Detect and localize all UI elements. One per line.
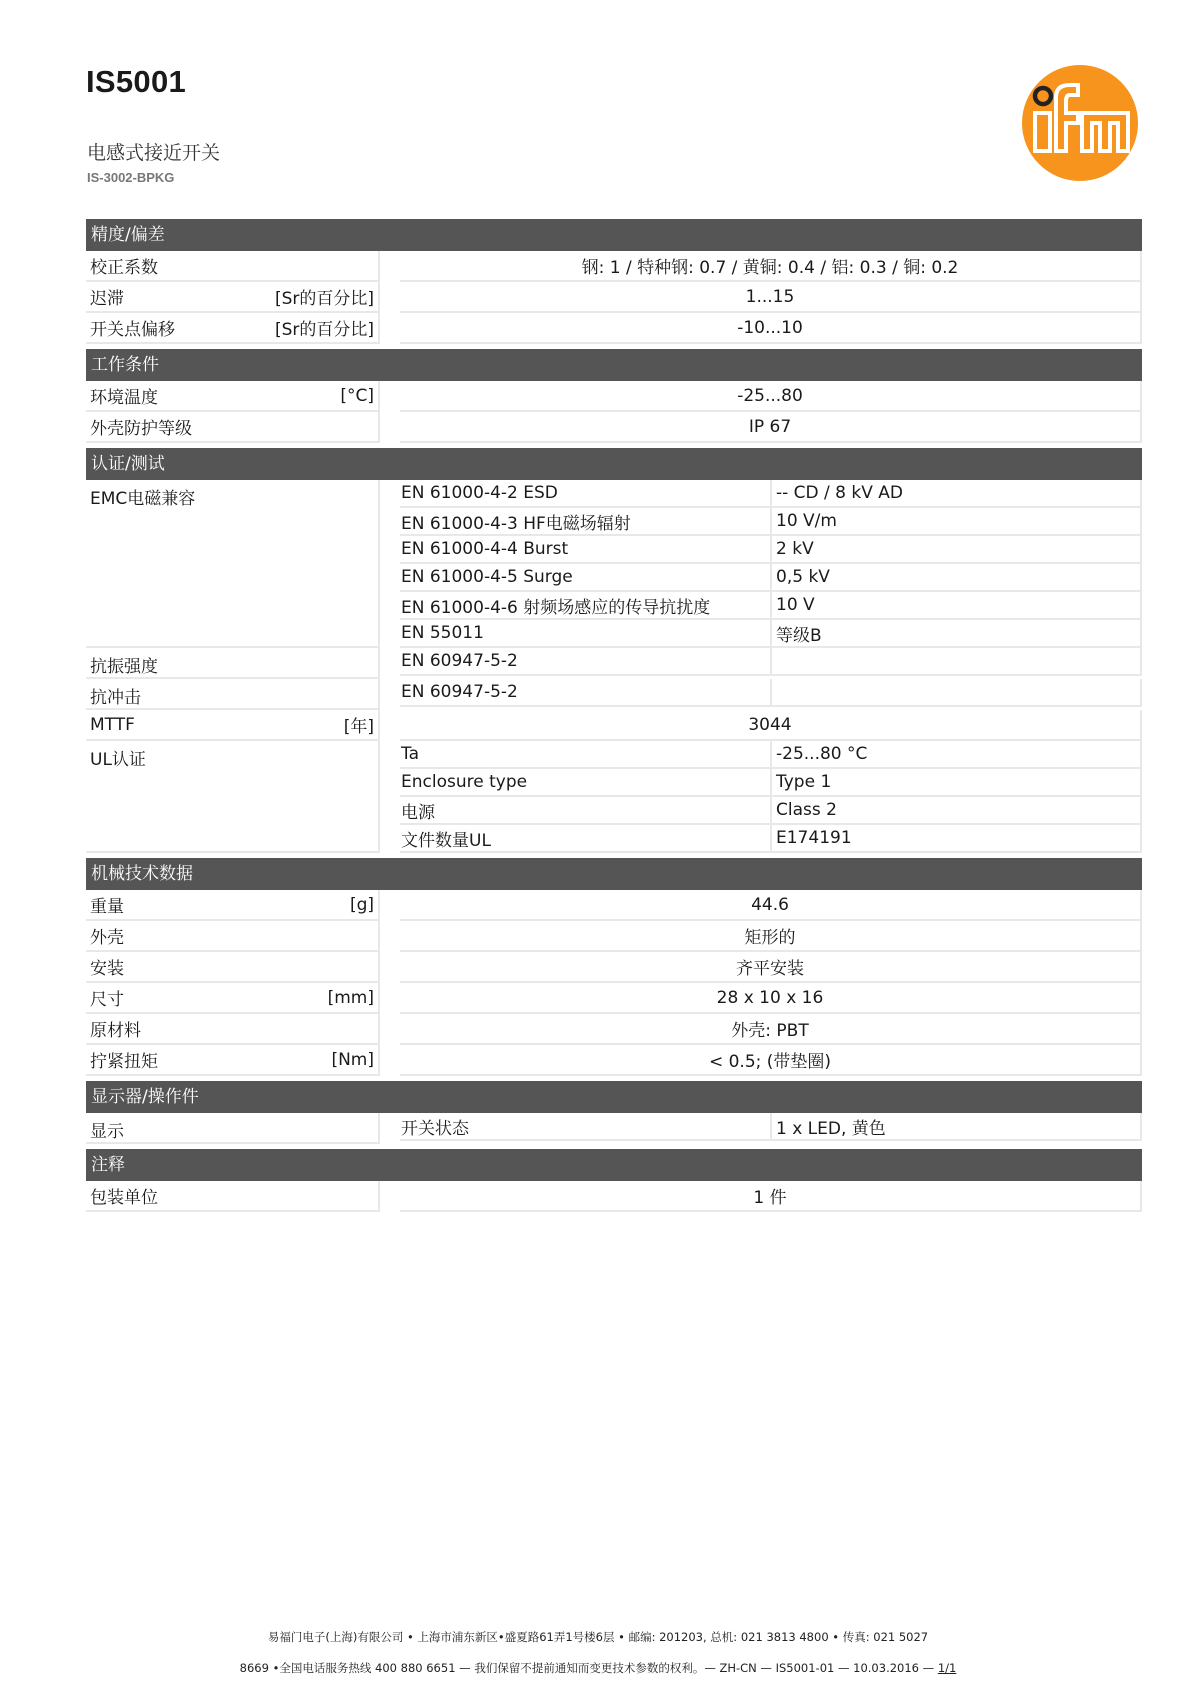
test: EN 55011 xyxy=(400,620,772,648)
section-approvals-tests: 认证/测试 xyxy=(86,448,1142,480)
result: 10 V xyxy=(772,592,1142,620)
row-mttf xyxy=(86,710,1142,741)
ul-row xyxy=(400,797,1142,825)
row-protection-rating xyxy=(86,412,1142,443)
page-number: 1/1 xyxy=(937,1661,957,1675)
section-displays-operating-elements: 显示器/操作件 xyxy=(86,1081,1142,1113)
result: 2 kV xyxy=(772,536,1142,564)
label: 安装 xyxy=(90,959,124,979)
result: 等级B xyxy=(772,620,1142,648)
unit: [Nm] xyxy=(331,1049,374,1070)
value: 齐平安装 xyxy=(400,952,1142,983)
ul-row xyxy=(400,741,1142,769)
test: EN 60947-5-2 xyxy=(400,679,772,707)
row-switch-point-drift xyxy=(86,313,1142,344)
value: 1...15 xyxy=(400,282,1142,313)
result: 10 V/m xyxy=(772,508,1142,536)
ul-row xyxy=(400,769,1142,797)
label: 尺寸 xyxy=(90,990,124,1010)
value: < 0.5; (带垫圈) xyxy=(400,1045,1142,1076)
ifm-logo xyxy=(1020,63,1140,183)
emc-row xyxy=(400,592,1142,620)
section-accuracy: 精度/偏差 xyxy=(86,219,1142,251)
row-housing xyxy=(86,921,1142,952)
emc-row xyxy=(400,564,1142,592)
label: 原材料 xyxy=(90,1021,141,1041)
row-weight xyxy=(86,890,1142,921)
value: 3044 xyxy=(400,710,1142,741)
section-notes: 注释 xyxy=(86,1149,1142,1181)
row-hysteresis xyxy=(86,282,1142,313)
vibration-row xyxy=(400,648,1142,676)
group-ul xyxy=(86,741,1142,853)
emc-row xyxy=(400,620,1142,648)
test: EN 60947-5-2 xyxy=(400,648,772,676)
test: EN 61000-4-4 Burst xyxy=(400,536,772,564)
label: 环境温度 xyxy=(90,388,158,408)
test: EN 61000-4-6 射频场感应的传导抗扰度 xyxy=(400,592,772,620)
group-emc xyxy=(86,480,1142,648)
label: MTTF xyxy=(90,714,135,735)
unit: [g] xyxy=(349,894,374,915)
label: 抗振强度 xyxy=(86,648,380,679)
test: EN 61000-4-5 Surge xyxy=(400,564,772,592)
row-ambient-temperature xyxy=(86,381,1142,412)
test: EN 61000-4-2 ESD xyxy=(400,480,772,508)
section-operating-conditions: 工作条件 xyxy=(86,349,1142,381)
label: 包装单位 xyxy=(90,1188,158,1208)
product-title: IS5001 xyxy=(86,64,187,99)
row-mounting xyxy=(86,952,1142,983)
value: Type 1 xyxy=(772,769,1142,797)
label: UL认证 xyxy=(86,741,380,853)
key: 文件数量UL xyxy=(400,825,772,853)
label: 拧紧扭矩 xyxy=(90,1052,158,1072)
row-packaging-unit xyxy=(86,1181,1142,1212)
shock-row xyxy=(400,679,1142,707)
footer-notice xyxy=(0,1660,1196,1676)
footer-address: 易福门电子(上海)有限公司 • 上海市浦东新区•盛夏路61弄1号楼6层 • 邮编: 201203, 总机: 021 3813 4800 • 传真: 021 5027 xyxy=(267,1630,929,1644)
value: -25...80 °C xyxy=(772,741,1142,769)
key: Ta xyxy=(400,741,772,769)
label: 迟滞 xyxy=(90,289,124,309)
value: 44.6 xyxy=(400,890,1142,921)
product-subtitle: 电感式接近开关 xyxy=(87,142,221,164)
label: 重量 xyxy=(90,897,124,917)
key: 电源 xyxy=(400,797,772,825)
label: 显示 xyxy=(86,1113,380,1144)
display-row xyxy=(400,1113,1142,1141)
unit: [年] xyxy=(343,717,374,737)
row-correction-factor xyxy=(86,251,1142,282)
row-dimensions xyxy=(86,983,1142,1014)
emc-row xyxy=(400,480,1142,508)
row-material xyxy=(86,1014,1142,1045)
key: Enclosure type xyxy=(400,769,772,797)
section-mechanical-data: 机械技术数据 xyxy=(86,858,1142,890)
group-display xyxy=(86,1113,1142,1144)
value: 28 x 10 x 16 xyxy=(400,983,1142,1014)
label: 抗冲击 xyxy=(86,679,380,710)
datasheet-table xyxy=(86,219,1142,1212)
label: EMC电磁兼容 xyxy=(86,480,380,648)
value: Class 2 xyxy=(772,797,1142,825)
article-number: IS-3002-BPKG xyxy=(87,170,175,185)
value: IP 67 xyxy=(400,412,1142,443)
value: 1 件 xyxy=(400,1181,1142,1212)
result: 0,5 kV xyxy=(772,564,1142,592)
label: 校正系数 xyxy=(90,258,158,278)
group-shock xyxy=(86,679,1142,710)
result xyxy=(772,679,1142,707)
unit: [Sr的百分比] xyxy=(274,320,374,340)
value: -25...80 xyxy=(400,381,1142,412)
value: 1 x LED, 黄色 xyxy=(772,1113,1142,1141)
value: 钢: 1 / 特种钢: 0.7 / 黄铜: 0.4 / 铝: 0.3 / 铜: 0.2 xyxy=(400,251,1142,282)
test: EN 61000-4-3 HF电磁场辐射 xyxy=(400,508,772,536)
unit: [°C] xyxy=(340,385,374,406)
unit: [Sr的百分比] xyxy=(274,289,374,309)
label: 开关点偏移 xyxy=(90,320,175,340)
label: 外壳 xyxy=(90,928,124,948)
value: E174191 xyxy=(772,825,1142,853)
ul-row xyxy=(400,825,1142,853)
key: 开关状态 xyxy=(400,1113,772,1141)
result xyxy=(772,648,1142,676)
label: 外壳防护等级 xyxy=(90,419,192,439)
emc-row xyxy=(400,508,1142,536)
value: -10...10 xyxy=(400,313,1142,344)
footer-notice-text: 8669 •全国电话服务热线 400 880 6651 — 我们保留不提前通知而变更技术参数的权利。— ZH-CN — IS5001-01 — 10.03.2016 — xyxy=(239,1661,935,1675)
result: -- CD / 8 kV AD xyxy=(772,480,1142,508)
value: 矩形的 xyxy=(400,921,1142,952)
emc-row xyxy=(400,536,1142,564)
unit: [mm] xyxy=(327,987,374,1008)
group-vibration xyxy=(86,648,1142,679)
value: 外壳: PBT xyxy=(400,1014,1142,1045)
row-tightening-torque xyxy=(86,1045,1142,1076)
